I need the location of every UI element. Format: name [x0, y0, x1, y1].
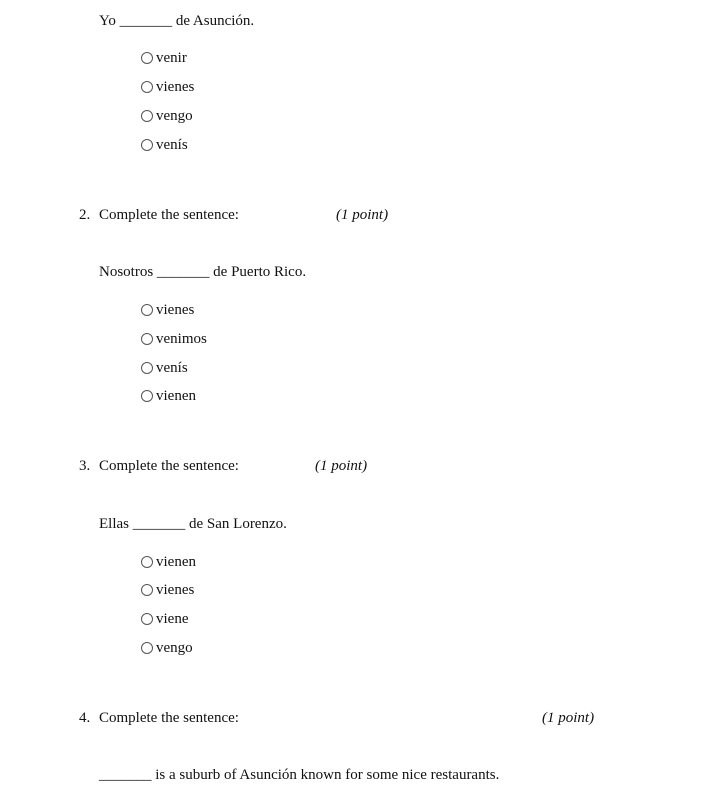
option-label: vienes	[156, 79, 195, 95]
radio-button[interactable]	[141, 81, 153, 93]
question-2-option-vienes[interactable]	[141, 301, 194, 319]
question-3-number: 3.	[79, 458, 91, 474]
question-2-option-venis[interactable]	[141, 359, 188, 377]
option-label: vienen	[156, 554, 196, 570]
radio-button[interactable]	[141, 52, 153, 64]
question-3-option-vienen[interactable]	[141, 553, 196, 571]
radio-button[interactable]	[141, 110, 153, 122]
question-2-option-vienen[interactable]	[141, 387, 196, 405]
question-2-sentence: Nosotros _______ de Puerto Rico.	[99, 264, 307, 280]
radio-button[interactable]	[141, 613, 153, 625]
question-1-option-venis[interactable]	[141, 136, 188, 154]
option-label: venir	[156, 50, 187, 66]
question-2-points: (1 point)	[336, 207, 389, 223]
question-3-points: (1 point)	[315, 458, 368, 474]
question-2-option-venimos[interactable]	[141, 330, 207, 348]
option-label: vengo	[156, 108, 193, 124]
question-3-prompt: Complete the sentence:	[99, 458, 239, 474]
option-label: venís	[156, 137, 188, 153]
radio-button[interactable]	[141, 304, 153, 316]
radio-button[interactable]	[141, 333, 153, 345]
option-label: vienes	[156, 582, 195, 598]
question-4-prompt: Complete the sentence:	[99, 710, 239, 726]
option-label: venimos	[156, 331, 207, 347]
question-4-number: 4.	[79, 710, 91, 726]
radio-button[interactable]	[141, 584, 153, 596]
question-2-number: 2.	[79, 207, 91, 223]
question-1-option-vengo[interactable]	[141, 107, 193, 125]
option-label: vengo	[156, 640, 193, 656]
question-4-points: (1 point)	[542, 710, 595, 726]
question-1-option-venir[interactable]	[141, 49, 187, 67]
question-3-option-viene[interactable]	[141, 610, 188, 628]
option-label: vienen	[156, 388, 196, 404]
question-1-option-vienes[interactable]	[141, 78, 194, 96]
radio-button[interactable]	[141, 556, 153, 568]
option-label: vienes	[156, 302, 195, 318]
question-3-option-vienes[interactable]	[141, 581, 194, 599]
question-3-option-vengo[interactable]	[141, 639, 193, 657]
option-label: venís	[156, 360, 188, 376]
radio-button[interactable]	[141, 362, 153, 374]
question-2-prompt: Complete the sentence:	[99, 207, 239, 223]
question-3-sentence: Ellas _______ de San Lorenzo.	[99, 516, 287, 532]
question-4-sentence: _______ is a suburb of Asunción known for some nice restaurants.	[99, 767, 500, 783]
option-label: viene	[156, 611, 189, 627]
radio-button[interactable]	[141, 139, 153, 151]
radio-button[interactable]	[141, 642, 153, 654]
question-1-sentence: Yo _______ de Asunción.	[99, 13, 255, 29]
radio-button[interactable]	[141, 390, 153, 402]
